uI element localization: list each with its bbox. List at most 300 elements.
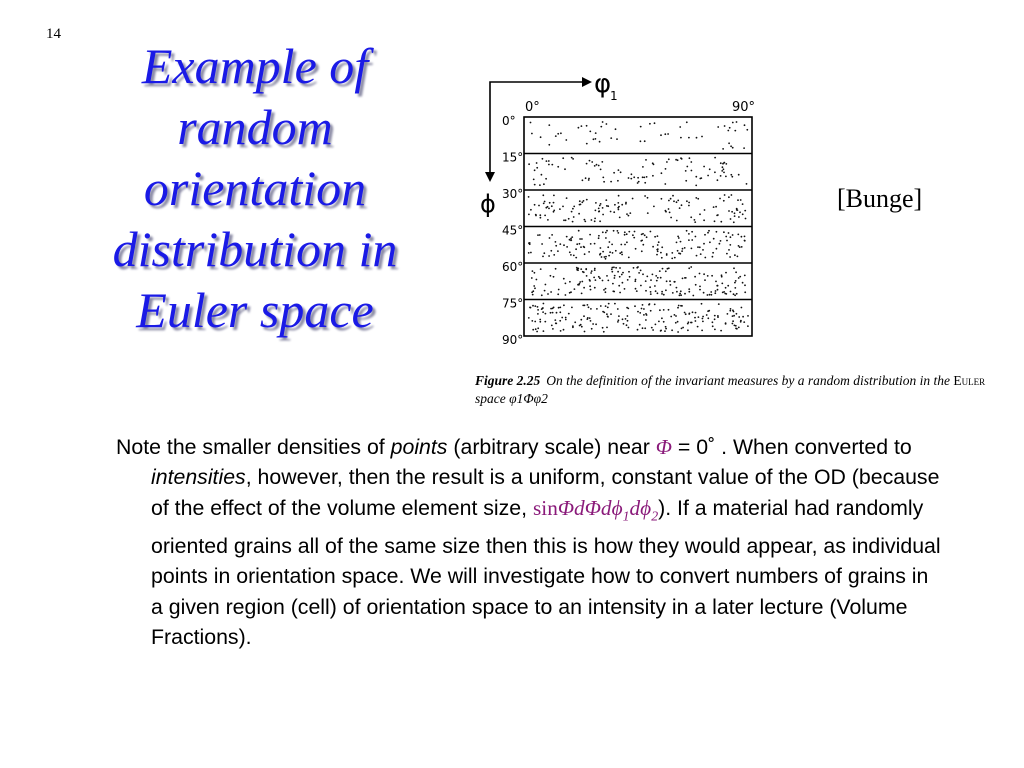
- random-point: [558, 289, 560, 291]
- random-point: [703, 273, 705, 275]
- random-point: [547, 219, 549, 221]
- random-point: [540, 136, 542, 138]
- random-point: [641, 234, 643, 236]
- random-point: [665, 328, 667, 330]
- random-point: [578, 127, 580, 129]
- random-point: [736, 313, 738, 315]
- random-point: [695, 320, 697, 322]
- random-point: [709, 168, 711, 170]
- random-point: [600, 126, 602, 128]
- random-point: [532, 329, 534, 331]
- random-point: [618, 319, 620, 321]
- random-point: [738, 277, 740, 279]
- random-point: [585, 177, 587, 179]
- note-intensities: intensities: [151, 465, 246, 490]
- random-point: [636, 267, 638, 269]
- random-point: [666, 253, 668, 255]
- random-point: [624, 231, 626, 233]
- random-point: [537, 313, 539, 315]
- random-point: [736, 121, 738, 123]
- random-point: [700, 253, 702, 255]
- random-point: [607, 307, 609, 309]
- random-point: [528, 214, 530, 216]
- random-point: [632, 198, 634, 200]
- random-point: [635, 279, 637, 281]
- random-point: [713, 206, 715, 208]
- random-point: [686, 230, 688, 232]
- random-point: [731, 211, 733, 213]
- random-point: [696, 137, 698, 139]
- random-point: [707, 310, 709, 312]
- random-point: [661, 291, 663, 293]
- random-point: [636, 290, 638, 292]
- random-point: [552, 312, 554, 314]
- random-point: [663, 321, 665, 323]
- random-point: [571, 211, 573, 213]
- random-point: [578, 284, 580, 286]
- random-point: [720, 221, 722, 223]
- random-point: [626, 324, 628, 326]
- random-point: [560, 132, 562, 134]
- random-point: [713, 238, 715, 240]
- random-point: [688, 137, 690, 139]
- random-point: [541, 308, 543, 310]
- random-point: [544, 215, 546, 217]
- random-point: [732, 320, 734, 322]
- title-line: orientation: [143, 160, 367, 216]
- random-point: [554, 319, 556, 321]
- random-point: [545, 284, 547, 286]
- random-point: [703, 219, 705, 221]
- random-point: [536, 279, 538, 281]
- random-point: [559, 311, 561, 313]
- row-label: 30°: [502, 187, 524, 201]
- random-point: [562, 206, 564, 208]
- random-point: [581, 238, 583, 240]
- random-point: [691, 239, 693, 241]
- random-point: [728, 210, 730, 212]
- random-point: [595, 138, 597, 140]
- random-point: [547, 206, 549, 208]
- random-point: [670, 198, 672, 200]
- random-point: [599, 277, 601, 279]
- random-point: [588, 179, 590, 181]
- random-point: [539, 234, 541, 236]
- random-point: [573, 255, 575, 257]
- random-point: [696, 255, 698, 257]
- random-point: [602, 214, 604, 216]
- random-point: [673, 200, 675, 202]
- random-point: [688, 288, 690, 290]
- random-point: [675, 315, 677, 317]
- random-point: [603, 289, 605, 291]
- random-point: [717, 289, 719, 291]
- random-point: [690, 161, 692, 163]
- title-line: Euler space: [136, 282, 374, 338]
- random-point: [570, 238, 572, 240]
- random-point: [553, 211, 555, 213]
- random-point: [647, 212, 649, 214]
- random-point: [612, 283, 614, 285]
- random-point: [725, 293, 727, 295]
- random-point: [671, 258, 673, 260]
- random-point: [650, 291, 652, 293]
- random-point: [642, 273, 644, 275]
- random-point: [581, 125, 583, 127]
- random-point: [726, 240, 728, 242]
- random-point: [642, 304, 644, 306]
- random-point: [651, 327, 653, 329]
- random-point: [720, 330, 722, 332]
- random-point: [580, 268, 582, 270]
- random-point: [603, 331, 605, 333]
- random-point: [668, 200, 670, 202]
- random-point: [633, 237, 635, 239]
- random-point: [741, 236, 743, 238]
- random-point: [579, 243, 581, 245]
- random-point: [655, 275, 657, 277]
- random-point: [640, 126, 642, 128]
- random-point: [734, 282, 736, 284]
- random-point: [650, 293, 652, 295]
- random-point: [635, 288, 637, 290]
- random-point: [604, 256, 606, 258]
- random-point: [628, 257, 630, 259]
- random-point: [707, 175, 709, 177]
- random-point: [686, 121, 688, 123]
- random-point: [633, 176, 635, 178]
- random-point: [571, 236, 573, 238]
- random-point: [555, 268, 557, 270]
- random-point: [613, 211, 615, 213]
- random-point: [605, 258, 607, 260]
- random-point: [606, 123, 608, 125]
- random-point: [557, 166, 559, 168]
- note-text: = 0˚ . When converted to: [672, 435, 912, 459]
- random-point: [655, 290, 657, 292]
- random-point: [723, 168, 725, 170]
- random-point: [550, 250, 552, 252]
- random-point: [618, 285, 620, 287]
- random-point: [570, 291, 572, 293]
- random-point: [664, 330, 666, 332]
- random-point: [665, 270, 667, 272]
- random-point: [663, 294, 665, 296]
- random-point: [637, 177, 639, 179]
- random-point: [746, 183, 748, 185]
- random-point: [553, 202, 555, 204]
- random-point: [684, 247, 686, 249]
- random-point: [565, 283, 567, 285]
- random-point: [632, 234, 634, 236]
- random-point: [594, 220, 596, 222]
- random-point: [657, 277, 659, 279]
- random-point: [707, 317, 709, 319]
- random-point: [676, 220, 678, 222]
- random-point: [584, 219, 586, 221]
- random-point: [589, 279, 591, 281]
- random-point: [602, 280, 604, 282]
- random-point: [747, 315, 749, 317]
- random-point: [572, 158, 574, 160]
- random-point: [606, 205, 608, 207]
- random-point: [643, 308, 645, 310]
- random-point: [732, 315, 734, 317]
- random-point: [583, 246, 585, 248]
- random-point: [629, 276, 631, 278]
- random-point: [618, 315, 620, 317]
- random-point: [622, 318, 624, 320]
- random-point: [619, 217, 621, 219]
- random-point: [685, 313, 687, 315]
- random-point: [714, 318, 716, 320]
- random-point: [639, 312, 641, 314]
- row-label: 60°: [502, 260, 524, 274]
- random-point: [625, 203, 627, 205]
- note-text: ). If a material had randomly oriented grains all of the same size then this is how they would appear, as individual points in orientation space. We will investigate how to convert numbers of grains in a given region (cell) of orientation space to an intensity in a later lecture (Volume Fractions).: [151, 495, 941, 650]
- random-point: [711, 275, 713, 277]
- random-point: [572, 326, 574, 328]
- random-point: [743, 147, 745, 149]
- random-point: [621, 274, 623, 276]
- random-point: [664, 183, 666, 185]
- random-point: [530, 122, 532, 124]
- caption-text: On the definition of the invariant measures by a random distribution in the: [546, 373, 954, 388]
- random-point: [548, 164, 550, 166]
- random-point: [598, 237, 600, 239]
- random-point: [599, 254, 601, 256]
- random-point: [645, 319, 647, 321]
- random-point: [677, 307, 679, 309]
- note-text: Note the smaller densities of: [116, 435, 391, 459]
- random-point: [660, 330, 662, 332]
- random-point: [560, 330, 562, 332]
- random-point: [576, 269, 578, 271]
- random-point: [563, 304, 565, 306]
- random-point: [584, 253, 586, 255]
- random-point: [744, 210, 746, 212]
- random-point: [576, 267, 578, 269]
- random-point: [602, 327, 604, 329]
- random-point: [602, 207, 604, 209]
- random-point: [680, 294, 682, 296]
- random-point: [619, 252, 621, 254]
- random-point: [738, 327, 740, 329]
- random-point: [721, 170, 723, 172]
- random-point: [642, 244, 644, 246]
- random-point: [611, 268, 613, 270]
- random-point: [715, 290, 717, 292]
- random-point: [541, 294, 543, 296]
- random-point: [691, 170, 693, 172]
- random-point: [528, 317, 530, 319]
- random-point: [531, 291, 533, 293]
- random-point: [734, 215, 736, 217]
- random-point: [727, 130, 729, 132]
- random-point: [574, 321, 576, 323]
- random-point: [686, 200, 688, 202]
- random-point: [737, 234, 739, 236]
- random-point: [594, 287, 596, 289]
- random-point: [716, 215, 718, 217]
- phi1-axis-label: φ: [594, 69, 612, 99]
- random-point: [586, 275, 588, 277]
- random-point: [642, 176, 644, 178]
- random-point: [731, 194, 733, 196]
- random-point: [628, 177, 630, 179]
- random-point: [559, 320, 561, 322]
- random-point: [617, 202, 619, 204]
- random-point: [574, 288, 576, 290]
- random-point: [701, 330, 703, 332]
- random-point: [740, 321, 742, 323]
- random-point: [548, 160, 550, 162]
- random-point: [537, 309, 539, 311]
- random-point: [535, 215, 537, 217]
- random-point: [676, 242, 678, 244]
- random-point: [702, 249, 704, 251]
- random-point: [588, 306, 590, 308]
- random-point: [644, 195, 646, 197]
- random-point: [720, 240, 722, 242]
- random-point: [532, 294, 534, 296]
- random-point: [646, 314, 648, 316]
- random-point: [644, 182, 646, 184]
- random-point: [587, 317, 589, 319]
- random-point: [719, 198, 721, 200]
- random-point: [640, 270, 642, 272]
- random-point: [661, 246, 663, 248]
- random-point: [613, 230, 615, 232]
- random-point: [739, 246, 741, 248]
- random-point: [548, 124, 550, 126]
- random-point: [543, 252, 545, 254]
- random-point: [626, 241, 628, 243]
- random-point: [541, 174, 543, 176]
- random-point: [617, 230, 619, 232]
- random-point: [729, 256, 731, 258]
- random-point: [677, 321, 679, 323]
- random-point: [588, 251, 590, 253]
- random-point: [590, 272, 592, 274]
- random-point: [652, 246, 654, 248]
- random-point: [744, 284, 746, 286]
- caption-euler: Euler: [953, 373, 986, 388]
- random-point: [606, 230, 608, 232]
- random-point: [672, 292, 674, 294]
- random-point: [665, 289, 667, 291]
- random-point: [719, 243, 721, 245]
- caption-tail: 1Φφ2: [516, 391, 548, 406]
- random-point: [728, 196, 730, 198]
- random-point: [737, 256, 739, 258]
- phi1-arrowhead: [582, 77, 592, 87]
- random-point: [553, 276, 555, 278]
- random-point: [618, 195, 620, 197]
- random-point: [744, 124, 746, 126]
- random-point: [677, 200, 679, 202]
- random-point: [536, 162, 538, 164]
- random-point: [654, 304, 656, 306]
- random-point: [557, 133, 559, 135]
- random-point: [535, 328, 537, 330]
- row-label: 0°: [502, 114, 516, 128]
- random-point: [691, 248, 693, 250]
- random-point: [668, 309, 670, 311]
- random-point: [617, 207, 619, 209]
- random-point: [602, 231, 604, 233]
- random-point: [747, 325, 749, 327]
- random-point: [626, 233, 628, 235]
- random-point: [659, 270, 661, 272]
- Phi-axis-label: ϕ: [480, 190, 496, 218]
- random-point: [594, 218, 596, 220]
- random-point: [561, 317, 563, 319]
- random-point: [720, 162, 722, 164]
- random-point: [641, 240, 643, 242]
- random-point: [528, 196, 530, 198]
- random-point: [550, 291, 552, 293]
- random-point: [714, 292, 716, 294]
- random-point: [531, 320, 533, 322]
- random-point: [534, 204, 536, 206]
- random-point: [712, 321, 714, 323]
- random-point: [644, 234, 646, 236]
- random-point: [679, 207, 681, 209]
- random-point: [595, 279, 597, 281]
- random-point: [601, 161, 603, 163]
- random-point: [615, 267, 617, 269]
- random-point: [621, 254, 623, 256]
- random-point: [653, 206, 655, 208]
- random-point: [552, 328, 554, 330]
- random-point: [606, 313, 608, 315]
- random-point: [645, 280, 647, 282]
- random-point: [652, 162, 654, 164]
- random-point: [590, 320, 592, 322]
- random-point: [730, 308, 732, 310]
- random-point: [619, 276, 621, 278]
- random-point: [657, 235, 659, 237]
- random-point: [589, 285, 591, 287]
- random-point: [644, 140, 646, 142]
- random-point: [702, 316, 704, 318]
- random-point: [646, 276, 648, 278]
- random-point: [730, 218, 732, 220]
- random-point: [569, 281, 571, 283]
- random-point: [723, 162, 725, 164]
- random-point: [676, 201, 678, 203]
- random-point: [557, 250, 559, 252]
- random-point: [575, 257, 577, 259]
- random-point: [586, 125, 588, 127]
- random-point: [581, 293, 583, 295]
- euler-space-figure: [470, 66, 1010, 416]
- random-point: [666, 280, 668, 282]
- random-point: [703, 243, 705, 245]
- random-point: [550, 308, 552, 310]
- random-point: [660, 277, 662, 279]
- random-point: [699, 286, 701, 288]
- random-point: [685, 180, 687, 182]
- random-point: [725, 236, 727, 238]
- random-point: [533, 285, 535, 287]
- note-points: points: [390, 435, 448, 459]
- random-point: [704, 257, 706, 259]
- random-point: [580, 246, 582, 248]
- random-point: [702, 318, 704, 320]
- random-point: [642, 327, 644, 329]
